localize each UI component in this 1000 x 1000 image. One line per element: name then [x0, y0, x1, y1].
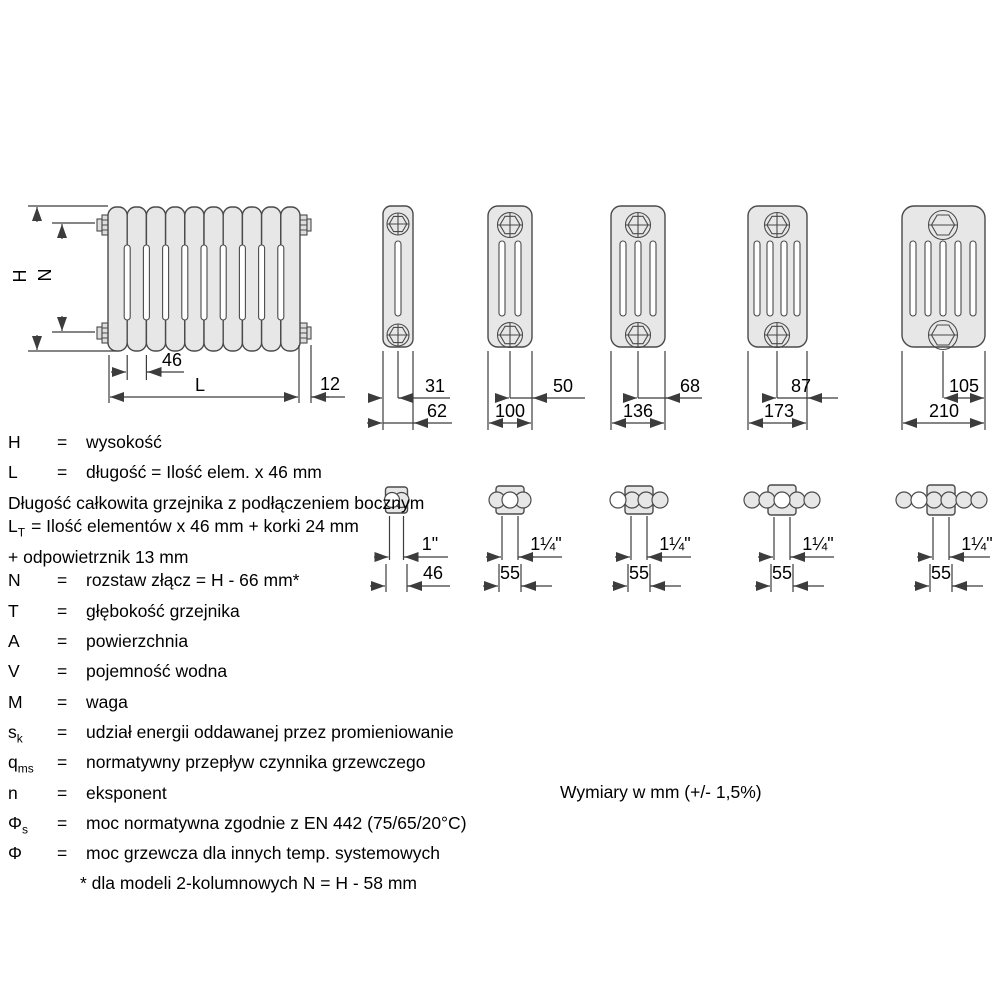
legend-row: Długość całkowita grzejnika z podłączeniem bocznym [8, 492, 425, 513]
units-note: Wymiary w mm (+/- 1,5%) [560, 782, 762, 802]
cross-section-6col [902, 206, 985, 430]
nipple-connector-icon [299, 323, 311, 343]
plug-icon [387, 213, 409, 235]
legend-row: T = głębokość grzejnika [8, 600, 240, 621]
pipe-spacing-value: 55 [499, 563, 521, 583]
half-depth-value: 31 [424, 376, 446, 396]
legend-row: n = eksponent [8, 782, 167, 803]
plug-icon [765, 323, 790, 348]
cross-section-5col [748, 206, 838, 430]
plug-icon [387, 324, 409, 346]
legend-row: + odpowietrznik 13 mm [8, 546, 189, 567]
node-spacing-dimension [52, 223, 95, 332]
legend-row: N = rozstaw złącz = H - 66 mm* [8, 570, 300, 591]
plug-icon [765, 213, 790, 238]
top-view-5col [744, 485, 834, 592]
height-label: H [10, 269, 30, 283]
top-view-4col [610, 486, 691, 592]
half-depth-value: 50 [552, 376, 574, 396]
legend-row: $L_T$ = Ilość elementów x 46 mm + korki 24 mm [8, 516, 359, 540]
top-view-6col [896, 485, 993, 592]
plug-icon [929, 211, 958, 240]
side-extension-value: 12 [319, 374, 341, 394]
symbol-legend [8, 431, 556, 896]
legend-footnote: * dla modeli 2-kolumnowych N = H - 58 mm [80, 873, 417, 894]
thread-size-value: 1¼" [802, 534, 834, 554]
full-depth-value: 136 [622, 401, 654, 421]
legend-row: A = powierzchnia [8, 631, 189, 652]
plug-icon [626, 213, 651, 238]
legend-row: $\Phi_s$ = moc normatywna zgodnie z EN 442 (75/65/20°C) [8, 812, 467, 837]
thread-size-value: 1¼" [659, 534, 691, 554]
node-spacing-label: N [35, 268, 55, 282]
element-pitch-value: 46 [161, 350, 183, 370]
full-depth-value: 173 [763, 401, 795, 421]
pipe-spacing-value: 46 [422, 563, 444, 583]
column-gaps [124, 245, 284, 320]
legend-row: M = waga [8, 691, 128, 712]
full-depth-value: 210 [928, 401, 960, 421]
plug-icon [498, 213, 523, 238]
thread-size-value: 1¼" [530, 534, 562, 554]
full-depth-value: 100 [494, 401, 526, 421]
length-label: L [194, 375, 206, 395]
cross-section-3col [488, 206, 585, 430]
legend-row: $q_{ms}$ = normatywny przepływ czynnika grzewczego [8, 752, 426, 776]
half-depth-value: 68 [679, 376, 701, 396]
plug-icon [626, 323, 651, 348]
thread-size-value: 1¼" [961, 534, 993, 554]
cross-section-2col [367, 206, 452, 430]
full-depth-value: 62 [426, 401, 448, 421]
thread-size-value: 1" [421, 534, 439, 554]
legend-row: Φ = moc grzewcza dla innych temp. systemowych [8, 843, 441, 864]
cross-section-4col [611, 206, 702, 430]
plug-icon [498, 323, 523, 348]
legend-row: L = długość = Ilość elem. x 46 mm [8, 462, 322, 483]
legend-row: $s_k$ = udział energii oddawanej przez promieniowanie [8, 721, 454, 746]
pipe-spacing-value: 55 [628, 563, 650, 583]
plug-icon [929, 321, 958, 350]
nipple-connector-icon [299, 215, 311, 235]
legend-row: H = wysokość [8, 432, 162, 452]
half-depth-value: 87 [790, 376, 812, 396]
pipe-spacing-value: 55 [930, 563, 952, 583]
radiator-front-view [97, 207, 311, 351]
pipe-spacing-value: 55 [771, 563, 793, 583]
half-depth-value: 105 [948, 376, 980, 396]
legend-row: V = pojemność wodna [8, 661, 228, 682]
